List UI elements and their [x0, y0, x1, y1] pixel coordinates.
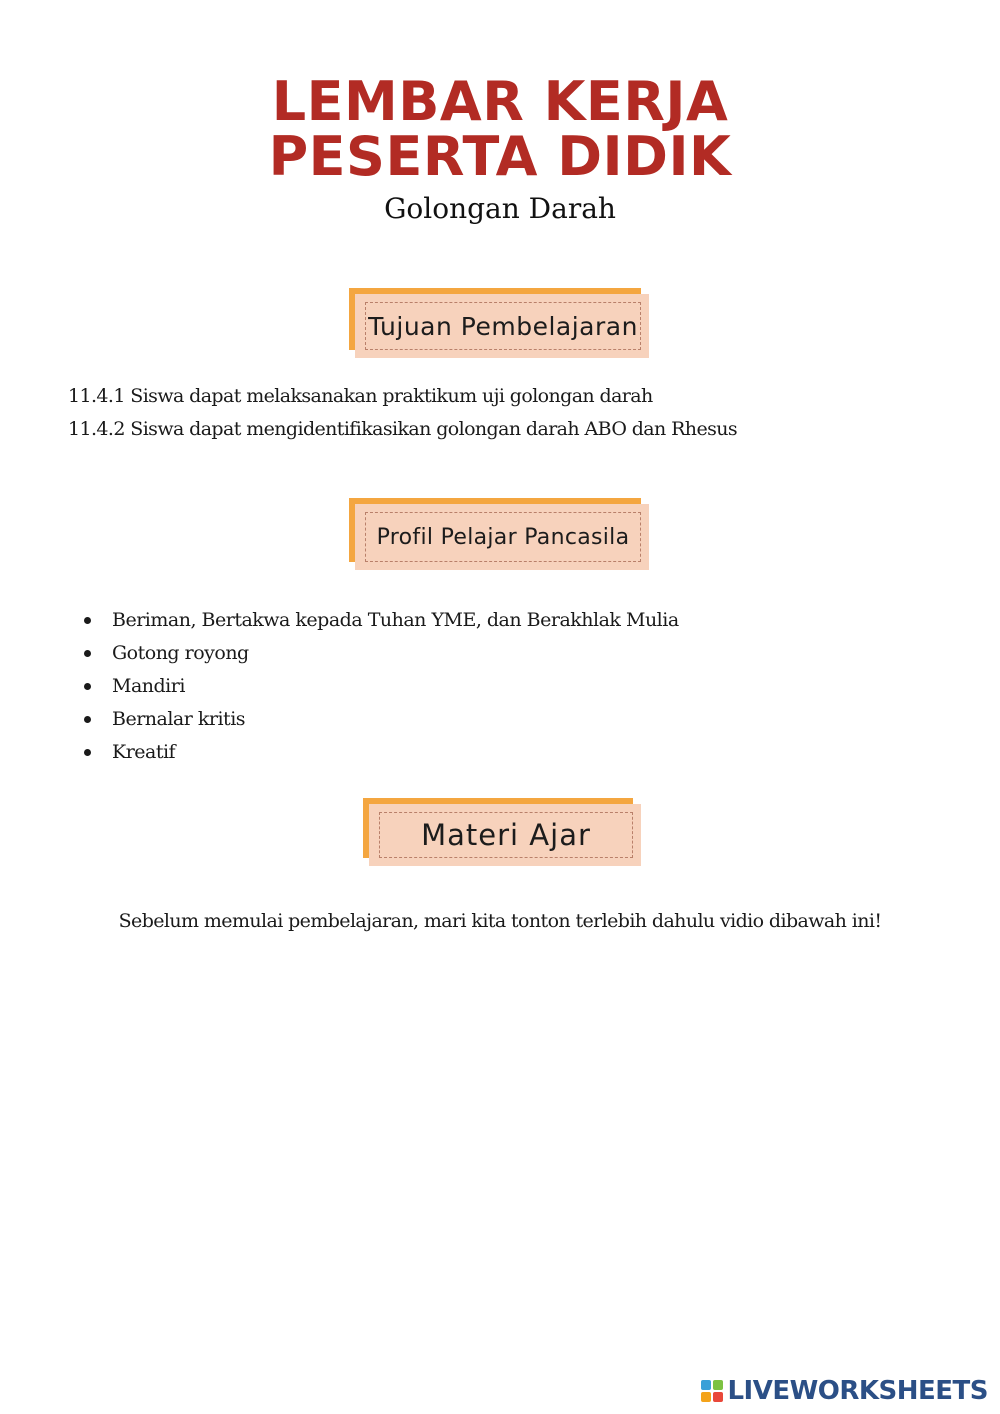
logo-square — [713, 1380, 723, 1390]
list-item-text: Gotong royong — [112, 642, 249, 664]
list-item-text: Kreatif — [112, 741, 176, 763]
section-heading-materi — [363, 798, 641, 866]
section-heading-label: Tujuan Pembelajaran — [365, 302, 641, 350]
page-subtitle: Golongan Darah — [384, 192, 616, 225]
profile-list — [84, 604, 679, 769]
list-item-text: Beriman, Bertakwa kepada Tuhan YME, dan Berakhlak Mulia — [112, 609, 679, 631]
logo-square — [701, 1380, 711, 1390]
list-item — [84, 604, 679, 637]
list-item — [84, 703, 679, 736]
section-heading-tujuan — [349, 288, 649, 358]
objective-item: 11.4.1 Siswa dapat melaksanakan praktikum uji golongan darah — [68, 385, 653, 407]
bullet-icon — [84, 716, 91, 723]
list-item — [84, 736, 679, 769]
materi-intro-text: Sebelum memulai pembelajaran, mari kita tonton terlebih dahulu vidio dibawah ini! — [118, 910, 882, 932]
list-item — [84, 670, 679, 703]
list-item — [84, 637, 679, 670]
learning-objectives — [68, 380, 737, 446]
page-title-line-2: PESERTA DIDIK — [268, 125, 732, 188]
page-title-line-1: LEMBAR KERJA — [271, 70, 729, 133]
section-heading-profil — [349, 498, 649, 570]
list-item-text: Bernalar kritis — [112, 708, 246, 730]
list-item-text: Mandiri — [112, 675, 185, 697]
liveworksheets-watermark[interactable] — [701, 1376, 988, 1406]
bullet-icon — [84, 749, 91, 756]
liveworksheets-logo-icon — [701, 1380, 723, 1402]
section-heading-label: Profil Pelajar Pancasila — [365, 512, 641, 562]
section-heading-label: Materi Ajar — [379, 812, 633, 858]
objective-item: 11.4.2 Siswa dapat mengidentifikasikan golongan darah ABO dan Rhesus — [68, 418, 738, 440]
logo-square — [713, 1392, 723, 1402]
logo-square — [701, 1392, 711, 1402]
bullet-icon — [84, 617, 91, 624]
bullet-icon — [84, 683, 91, 690]
watermark-text: LIVEWORKSHEETS — [727, 1376, 988, 1406]
bullet-icon — [84, 650, 91, 657]
